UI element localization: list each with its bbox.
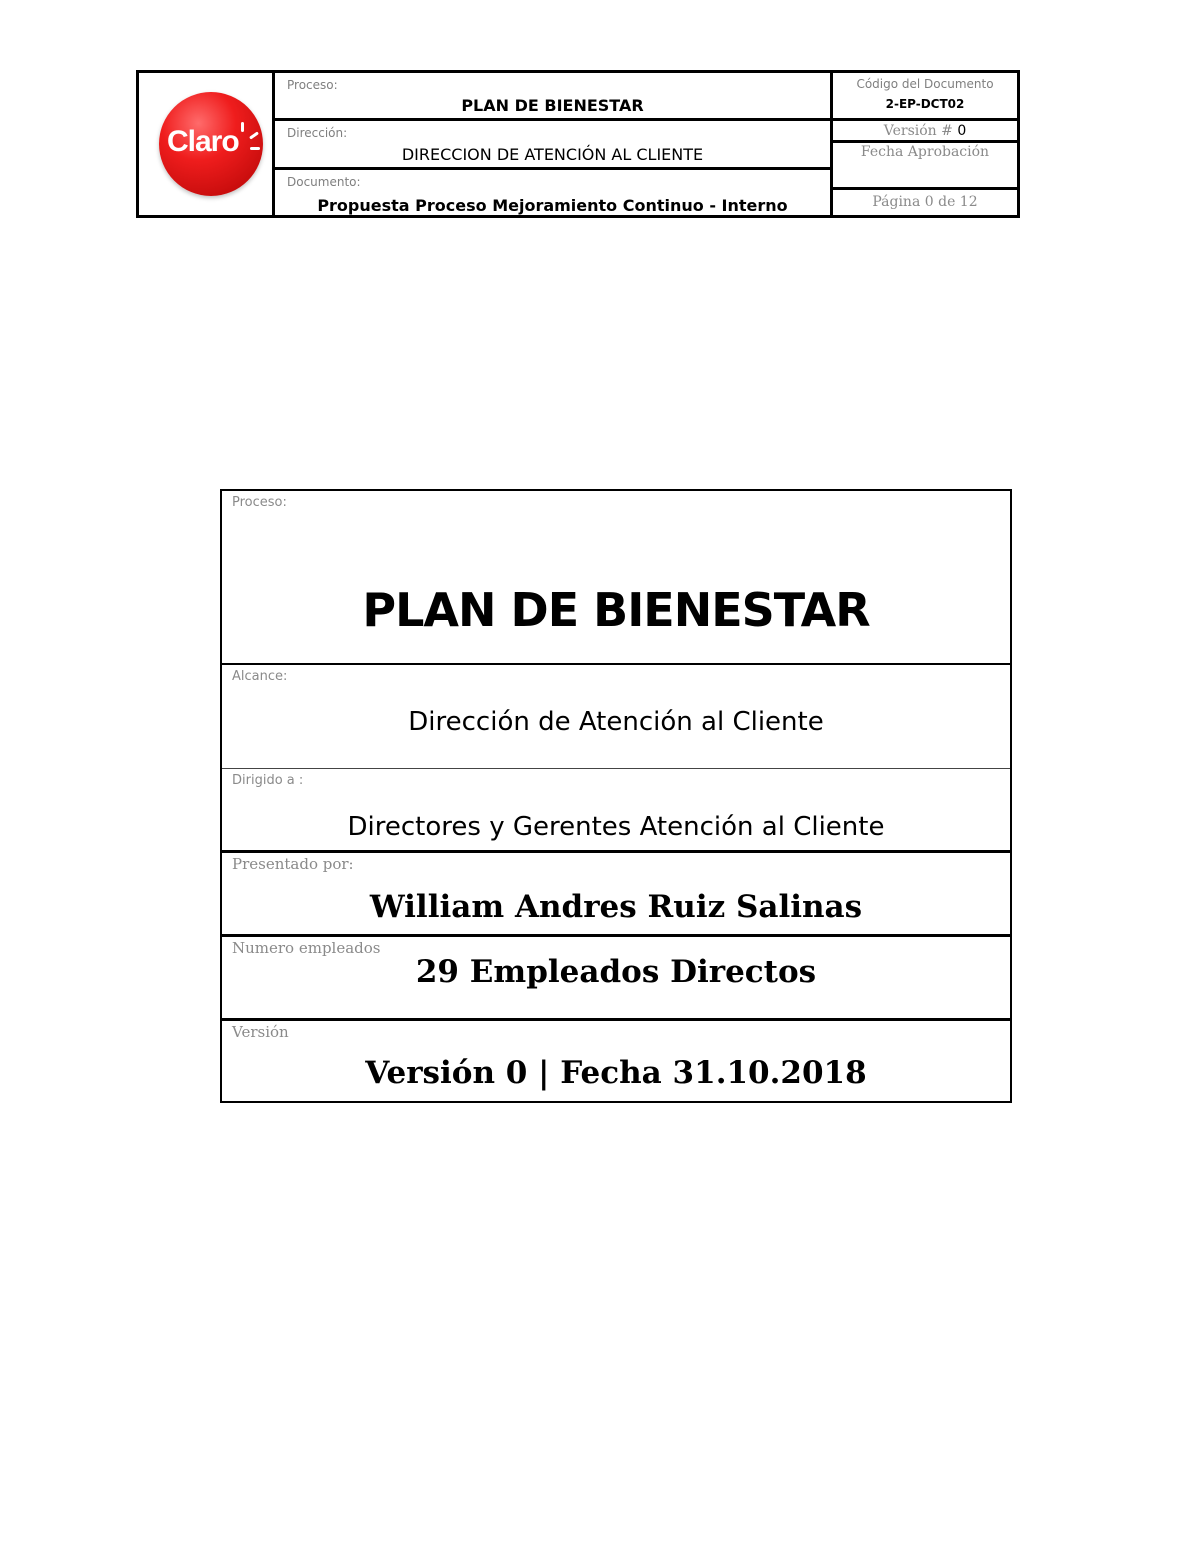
document-code-cell xyxy=(833,73,1017,121)
cover-presentado-value: William Andres Ruiz Salinas xyxy=(369,889,863,925)
header-documento-label: Documento: xyxy=(287,175,361,189)
header-proceso-row xyxy=(275,73,830,121)
cover-presentado-label: Presentado por: xyxy=(232,855,354,873)
version-label: Versión # xyxy=(883,123,953,139)
header-direccion-value: DIRECCION DE ATENCIÓN AL CLIENTE xyxy=(401,145,704,164)
cover-version-label: Versión xyxy=(232,1023,289,1041)
document-code-label: Código del Documento xyxy=(856,77,994,91)
approval-date-label: Fecha Aprobación xyxy=(860,144,990,160)
cover-empleados-section xyxy=(222,937,1010,1021)
cover-dirigido-label: Dirigido a : xyxy=(232,773,304,788)
logo-cell xyxy=(139,73,275,215)
cover-version-section xyxy=(222,1021,1010,1103)
cover-title: PLAN DE BIENESTAR xyxy=(362,583,870,637)
header-fields xyxy=(275,73,833,215)
cover-dirigido-section xyxy=(222,769,1010,853)
header-doc-info xyxy=(833,73,1017,215)
page-number-text: Página 0 de 12 xyxy=(872,194,978,210)
header-direccion-row xyxy=(275,121,830,170)
page-number-cell xyxy=(833,190,1017,218)
cover-alcance-section xyxy=(222,665,1010,769)
version-cell xyxy=(833,121,1017,143)
cover-version-value: Versión 0 | Fecha 31.10.2018 xyxy=(365,1055,867,1091)
header-proceso-label: Proceso: xyxy=(287,78,338,92)
document-header-table xyxy=(136,70,1020,218)
cover-alcance-value: Dirección de Atención al Cliente xyxy=(408,707,824,737)
cover-proceso-label: Proceso: xyxy=(232,495,287,510)
header-direccion-label: Dirección: xyxy=(287,126,348,140)
cover-proceso-section xyxy=(222,491,1010,665)
claro-logo xyxy=(159,92,263,196)
cover-alcance-label: Alcance: xyxy=(232,669,288,684)
cover-dirigido-value: Directores y Gerentes Atención al Cliente xyxy=(347,812,885,842)
version-value: 0 xyxy=(957,123,967,139)
claro-logo-text: Claro xyxy=(167,125,239,158)
header-documento-value: Propuesta Proceso Mejoramiento Continuo - Interno xyxy=(317,196,788,215)
cover-presentado-section xyxy=(222,853,1010,937)
header-proceso-value: PLAN DE BIENESTAR xyxy=(461,96,644,115)
cover-empleados-value: 29 Empleados Directos xyxy=(415,954,817,990)
document-code-value: 2-EP-DCT02 xyxy=(885,97,965,111)
cover-sheet xyxy=(220,489,1012,1103)
approval-date-cell xyxy=(833,143,1017,190)
header-documento-row xyxy=(275,170,830,218)
cover-empleados-label: Numero empleados xyxy=(232,939,381,957)
